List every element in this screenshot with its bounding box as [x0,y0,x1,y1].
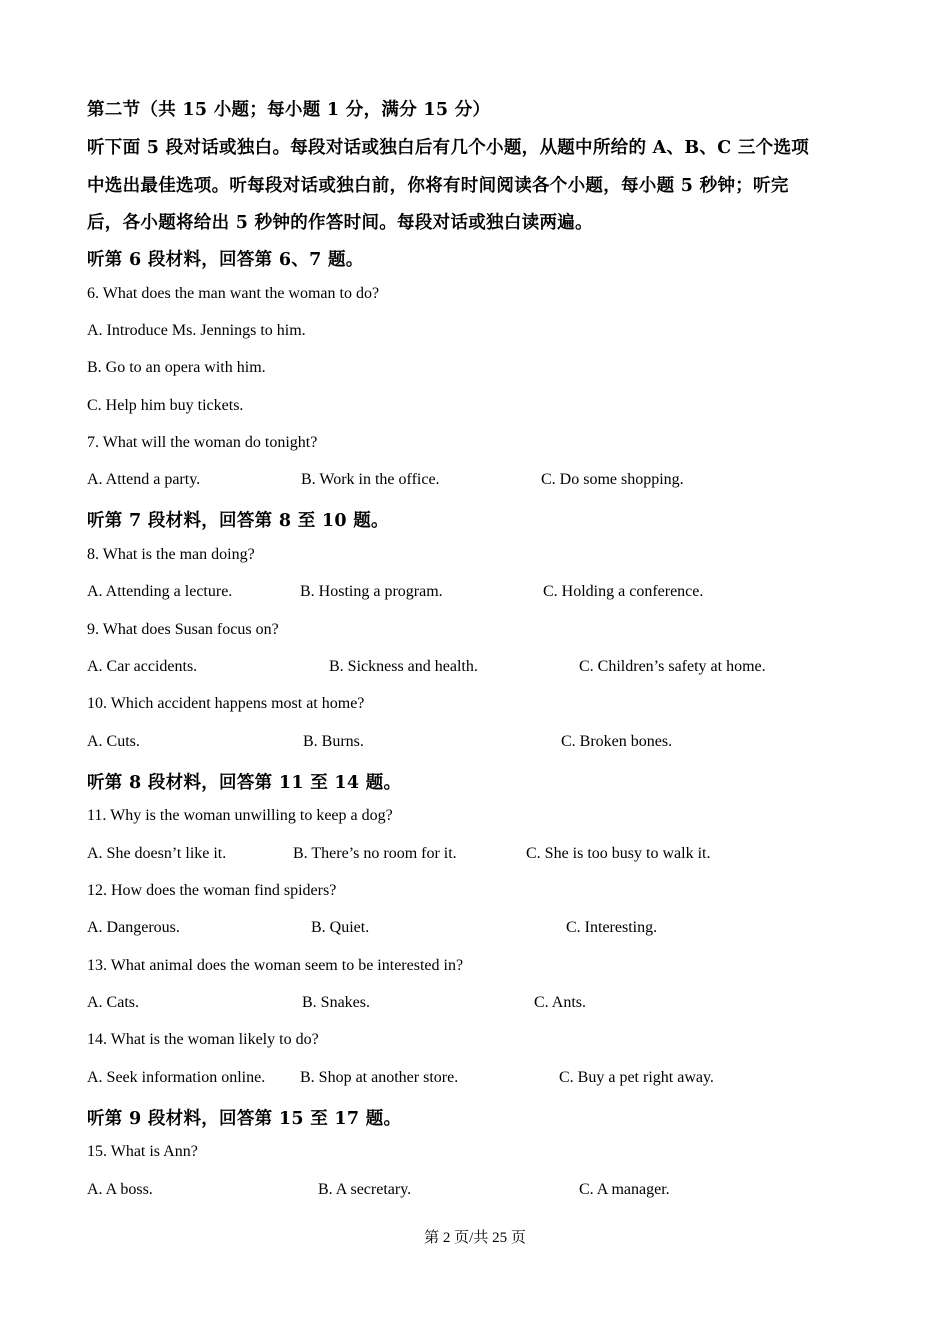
option-8c: C. Holding a conference. [543,583,704,600]
question-6: 6. What does the man want the woman to do? [87,285,380,302]
section-title: 第二节（共 15 小题；每小题 1 分，满分 15 分） [87,100,491,120]
option-10c: C. Broken bones. [561,733,673,750]
option-8b: B. Hosting a program. [300,583,443,600]
option-9a: A. Car accidents. [87,658,198,675]
instructions-line-2: 中选出最佳选项。听每段对话或独白前，你将有时间阅读各个小题，每小题 5 秒钟；听完 [87,176,789,196]
question-12: 12. How does the woman find spiders? [87,882,337,899]
option-7b: B. Work in the office. [301,471,440,488]
instructions-line-1: 听下面 5 段对话或独白。每段对话或独白后有几个小题，从题中所给的 A、B、C 三个选项 [87,138,810,158]
option-14b: B. Shop at another store. [300,1069,459,1086]
option-11b: B. There’s no room for it. [293,845,457,862]
option-12b: B. Quiet. [311,919,370,936]
option-11c: C. She is too busy to walk it. [526,845,711,862]
question-8: 8. What is the man doing? [87,546,255,563]
question-10: 10. Which accident happens most at home? [87,695,365,712]
option-12c: C. Interesting. [566,919,658,936]
question-11: 11. Why is the woman unwilling to keep a dog? [87,807,393,824]
group-header-9: 听第 9 段材料，回答第 15 至 17 题。 [87,1109,402,1129]
option-6a: A. Introduce Ms. Jennings to him. [87,322,306,339]
question-9: 9. What does Susan focus on? [87,621,279,638]
option-6b: B. Go to an opera with him. [87,359,266,376]
option-15a: A. A boss. [87,1181,153,1198]
question-14: 14. What is the woman likely to do? [87,1031,319,1048]
option-13b: B. Snakes. [302,994,370,1011]
page-footer: 第 2 页/共 25 页 [424,1230,526,1246]
option-9b: B. Sickness and health. [329,658,478,675]
group-header-7: 听第 7 段材料，回答第 8 至 10 题。 [87,511,389,531]
option-12a: A. Dangerous. [87,919,180,936]
option-9c: C. Children’s safety at home. [579,658,766,675]
option-10a: A. Cuts. [87,733,140,750]
question-13: 13. What animal does the woman seem to be interested in? [87,957,464,974]
option-15c: C. A manager. [579,1181,670,1198]
group-header-8: 听第 8 段材料，回答第 11 至 14 题。 [87,773,402,793]
option-14c: C. Buy a pet right away. [559,1069,714,1086]
option-15b: B. A secretary. [318,1181,412,1198]
question-15: 15. What is Ann? [87,1143,198,1160]
option-6c: C. Help him buy tickets. [87,397,244,414]
option-11a: A. She doesn’t like it. [87,845,227,862]
option-7c: C. Do some shopping. [541,471,684,488]
option-13c: C. Ants. [534,994,587,1011]
option-8a: A. Attending a lecture. [87,583,233,600]
option-14a: A. Seek information online. [87,1069,266,1086]
option-10b: B. Burns. [303,733,364,750]
option-7a: A. Attend a party. [87,471,201,488]
instructions-line-3: 后，各小题将给出 5 秒钟的作答时间。每段对话或独白读两遍。 [87,213,593,233]
group-header-6: 听第 6 段材料，回答第 6、7 题。 [87,250,364,270]
question-7: 7. What will the woman do tonight? [87,434,318,451]
option-13a: A. Cats. [87,994,139,1011]
